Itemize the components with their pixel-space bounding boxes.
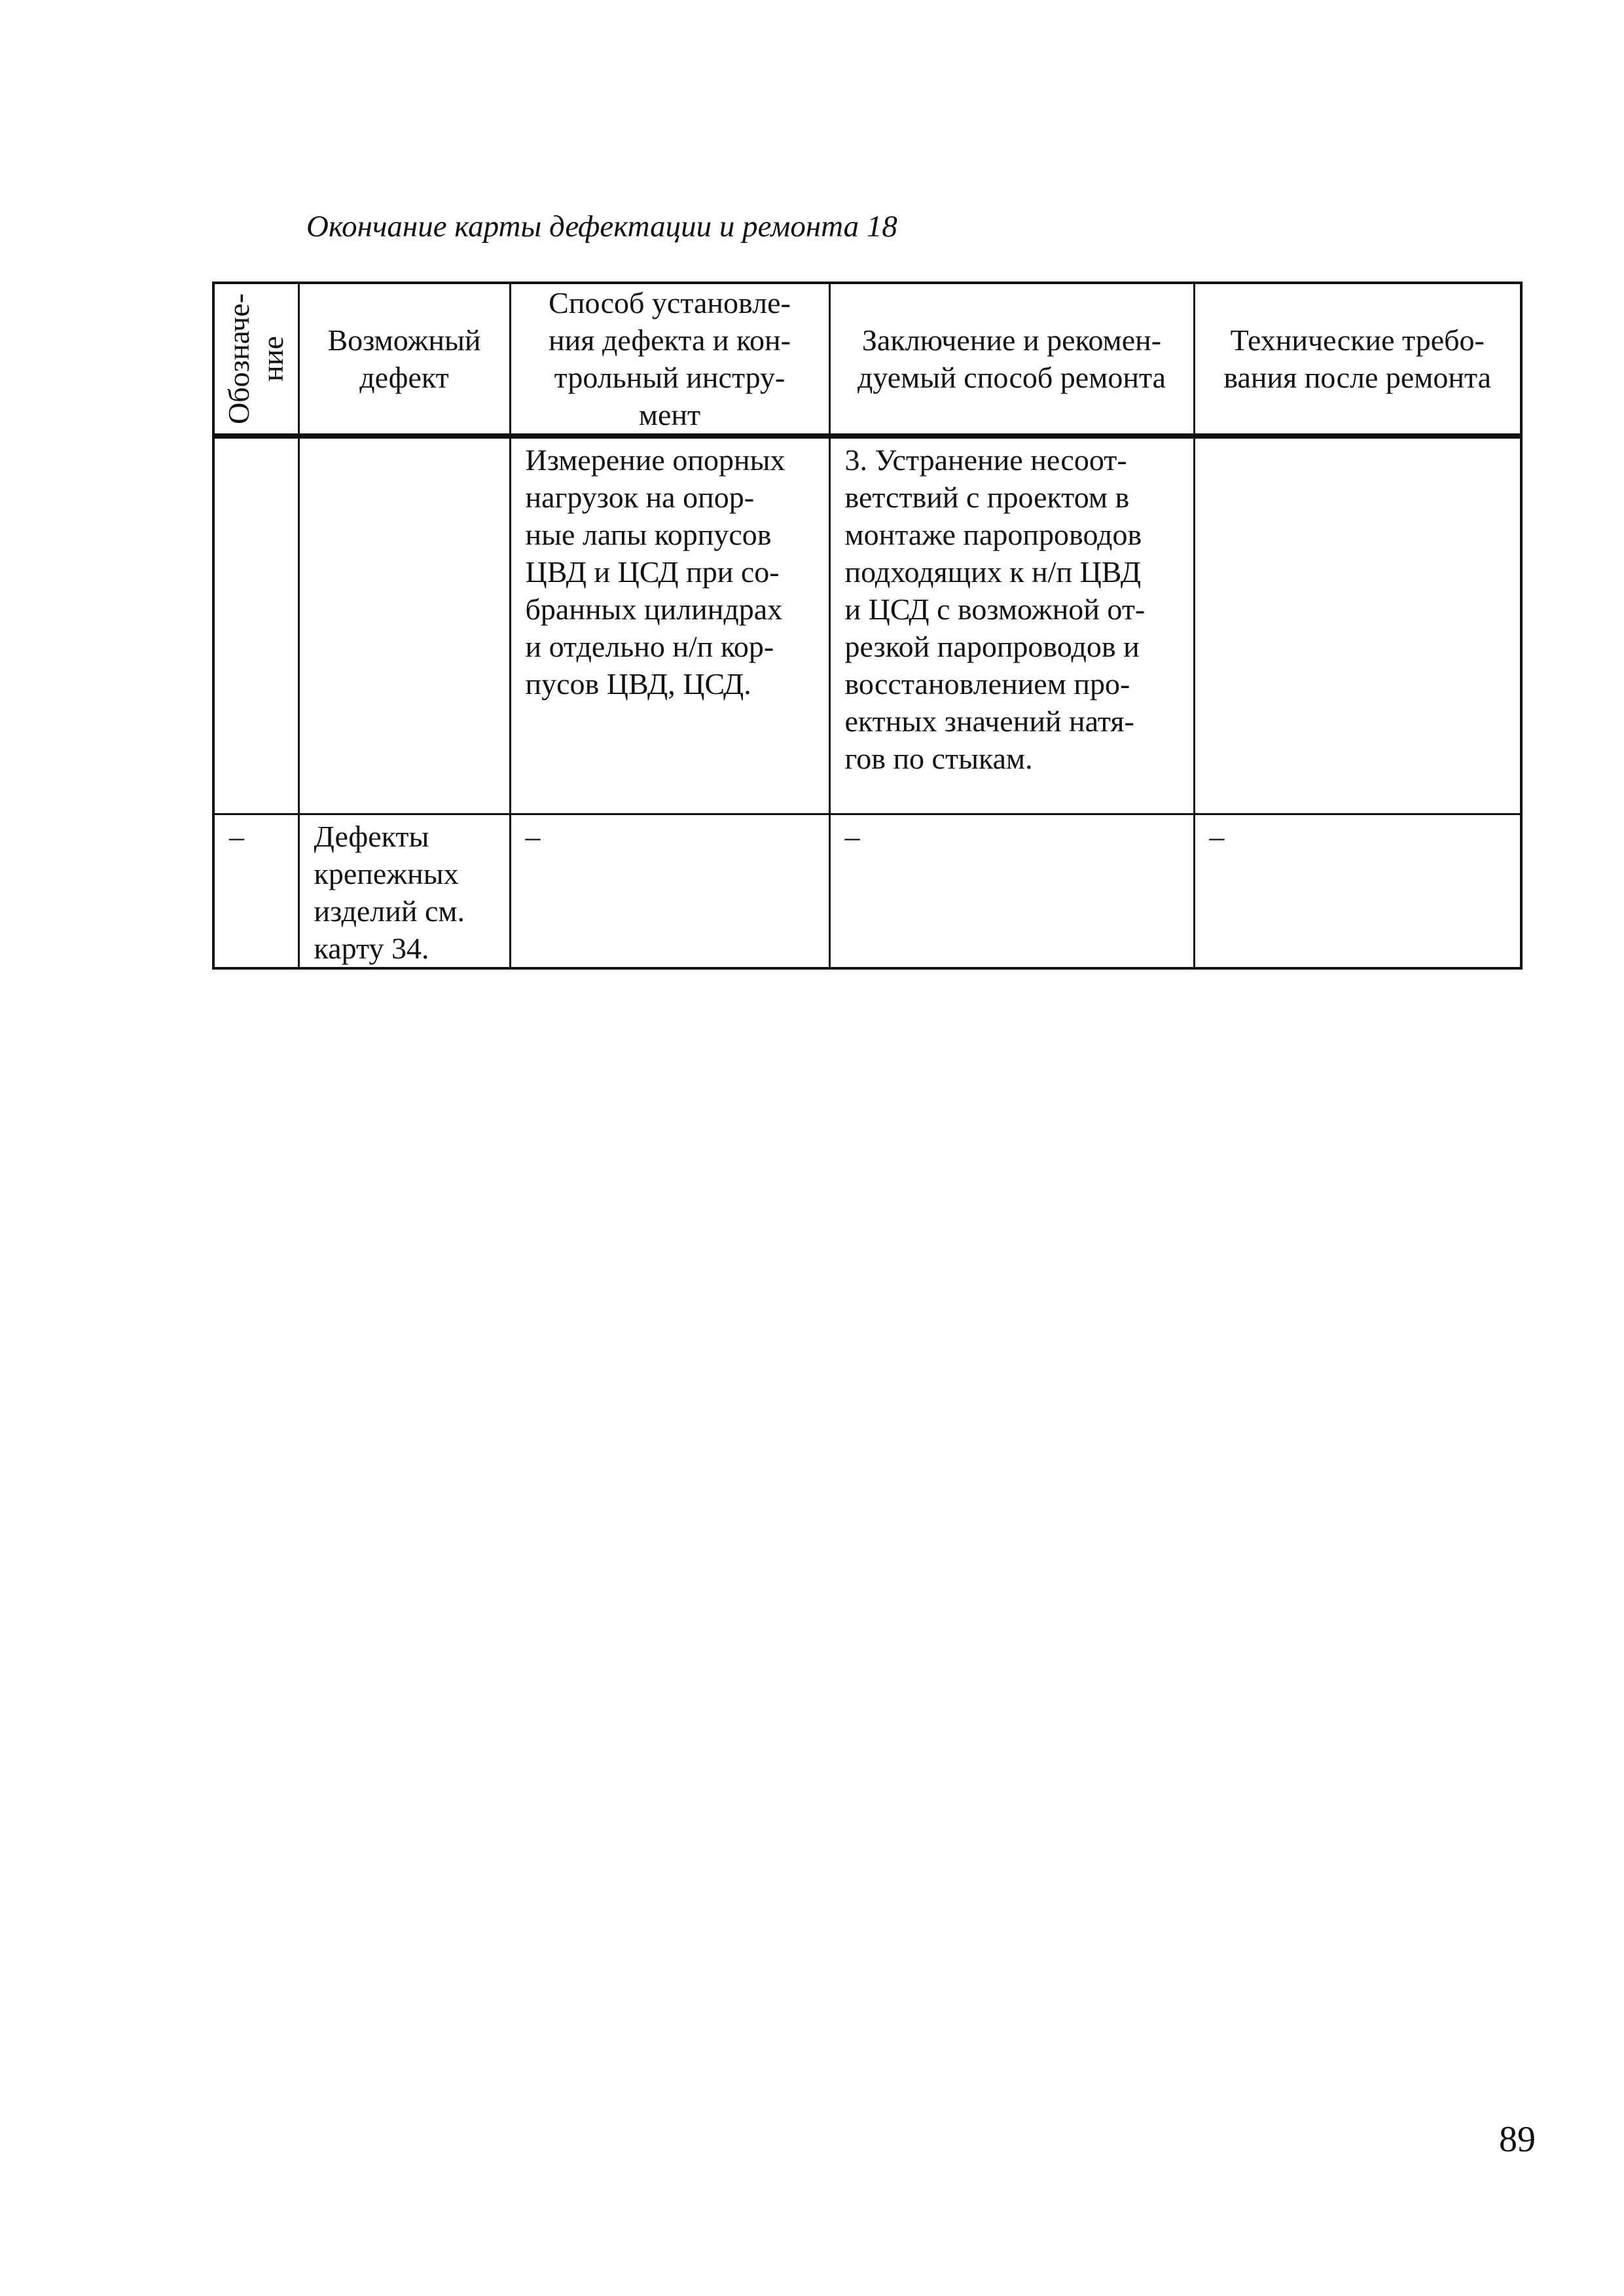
header-designation: Обозначе- ние (213, 283, 298, 436)
table-row (213, 436, 1521, 814)
cell-conclusion: – (829, 814, 1194, 969)
table-caption: Окончание карты дефектации и ремонта 18 (306, 210, 897, 244)
cell-defect: Дефекты крепежных изделий см. карту 34. (298, 814, 510, 969)
cell-method: – (510, 814, 829, 969)
cell-defect (298, 436, 510, 814)
cell-conclusion: 3. Устранение несоот- ветствий с проектом в монтаже паропроводов подходящих к н/п ЦВД и ЦСД с возможной от- резкой паропроводов и восстановлением про- ектных значений натя- гов по стыкам. (829, 436, 1194, 814)
header-requirements: Технические требо- вания после ремонта (1194, 283, 1521, 436)
header-conclusion: Заключение и рекомен- дуемый способ ремонта (829, 283, 1194, 436)
defect-repair-table (212, 282, 1523, 970)
cell-requirements: – (1194, 814, 1521, 969)
header-row (213, 283, 1521, 436)
cell-designation: – (213, 814, 298, 969)
cell-designation (213, 436, 298, 814)
page-number: 89 (1499, 2119, 1536, 2160)
table-row (213, 814, 1521, 969)
cell-method: Измерение опорных нагрузок на опор- ные лапы корпусов ЦВД и ЦСД при со- бранных цилиндрах и отдельно н/п кор- пусов ЦВД, ЦСД. (510, 436, 829, 814)
header-defect: Возможный дефект (298, 283, 510, 436)
header-method: Способ установле- ния дефекта и кон- трольный инстру- мент (510, 283, 829, 436)
cell-requirements (1194, 436, 1521, 814)
